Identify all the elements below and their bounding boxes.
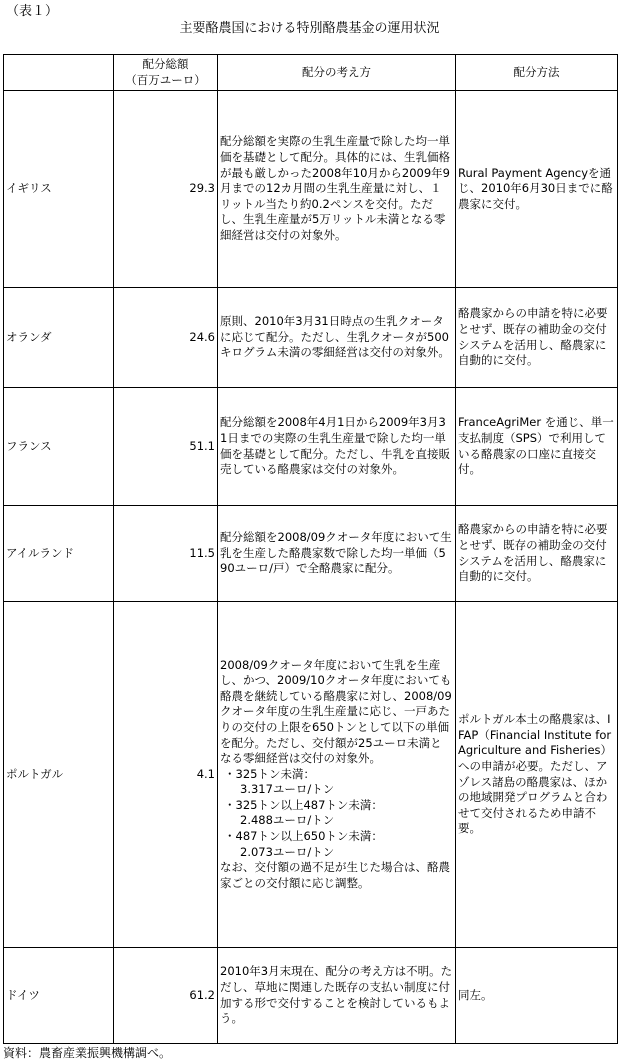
idea-cell: 原則、2010年3月31日時点の生乳クオータに応じて配分。ただし、生乳クオータが500キログラム未満の零細経営は交付の対象外。 bbox=[218, 288, 456, 388]
table-row-portugal bbox=[4, 602, 618, 948]
country-cell: ポルトガル bbox=[4, 602, 114, 948]
method-cell: 酪農家からの申請を特に必要とせず、既存の補助金の交付システムを活用し、酪農家に自動的に交付。 bbox=[456, 506, 618, 602]
country-cell: オランダ bbox=[4, 288, 114, 388]
idea-intro: 2008/09クオータ年度において生乳を生産し、かつ、2009/10クオータ年度においても酪農を継続している酪農家に対し、2008/09クオータ年度の生乳生産量に応じ、一戸あたりの交付の上限を650トンとして以下の単価を配分。ただし、交付額が25ユーロ未満となる零細経営は交付の対象外。 bbox=[220, 657, 452, 766]
amount-cell: 4.1 bbox=[114, 602, 218, 948]
method-cell: Rural Payment Agencyを通じ、2010年6月30日までに酪農家に交付。 bbox=[456, 91, 618, 288]
header-country bbox=[4, 55, 114, 91]
idea-cell: 配分総額を実際の生乳生産量で除した均一単価を基礎として配分。具体的には、生乳価格が最も厳しかった2008年10月から2009年9月までの12カ月間の生乳生産量に対し、１リットル当たり約0.2ペンスを交付。ただし、生乳生産量が5万リットル未満となる零細経営は交付の対象外。 bbox=[218, 91, 456, 288]
idea-cell: 配分総額を2008/09クオータ年度において生乳を生産した酪農家数で除した均一単価（590ユーロ/戸）で全酪農家に配分。 bbox=[218, 506, 456, 602]
table-row-netherlands bbox=[4, 288, 618, 388]
idea-cell: 2010年3月末現在、配分の考え方は不明。ただし、草地に関連した既存の支払い制度に付加する形で交付することを検討しているもよう。 bbox=[218, 948, 456, 1044]
tier-price: 2.488ユーロ/トン bbox=[240, 813, 335, 828]
table-number: （表１） bbox=[6, 4, 59, 19]
method-cell: ポルトガル本土の酪農家は、IFAP（Financial Institute for Agriculture and Fisheries）への申請が必要。ただし、アゾレス諸島の酪農家は、ほかの地域開発プログラムと合わせて交付されるため申請不要。 bbox=[456, 602, 618, 948]
allocation-table bbox=[3, 54, 618, 1044]
table-row-france bbox=[4, 388, 618, 506]
table-row-uk bbox=[4, 91, 618, 288]
method-cell: FranceAgriMer を通じ、単一支払制度（SPS）で利用している酪農家の口座に直接交付。 bbox=[456, 388, 618, 506]
tier-price: 3.317ユーロ/トン bbox=[240, 782, 335, 797]
amount-cell: 61.2 bbox=[114, 948, 218, 1044]
header-amount-line2: （百万ユーロ） bbox=[125, 72, 206, 87]
method-cell: 酪農家からの申請を特に必要とせず、既存の補助金の交付システムを活用し、酪農家に自動的に交付。 bbox=[456, 288, 618, 388]
table-row-germany bbox=[4, 948, 618, 1044]
idea-outro: なお、交付額の過不足が生じた場合は、酪農家ごとの交付額に応じ調整。 bbox=[220, 860, 450, 890]
header-amount-line1: 配分総額 bbox=[142, 56, 189, 71]
country-cell: ドイツ bbox=[4, 948, 114, 1044]
table-row-ireland bbox=[4, 506, 618, 602]
tier-range: ・325トン以上487トン未満： bbox=[224, 797, 383, 812]
country-cell: フランス bbox=[4, 388, 114, 506]
tier-price: 2.073ユーロ/トン bbox=[240, 844, 335, 859]
country-cell: アイルランド bbox=[4, 506, 114, 602]
amount-cell: 29.3 bbox=[114, 91, 218, 288]
amount-cell: 11.5 bbox=[114, 506, 218, 602]
amount-cell: 51.1 bbox=[114, 388, 218, 506]
idea-cell: 配分総額を2008年4月1日から2009年3月31日までの実際の生乳生産量で除した均一単価を基礎として配分。ただし、牛乳を直接販売している酪農家は交付の対象外。 bbox=[218, 388, 456, 506]
tier-range: ・325トン未満： bbox=[224, 766, 315, 781]
table-title: 主要酪農国における特別酪農基金の運用状況 bbox=[179, 21, 440, 36]
idea-cell bbox=[218, 602, 456, 948]
amount-cell: 24.6 bbox=[114, 288, 218, 388]
source-note: 資料：農畜産業振興機構調べ。 bbox=[3, 1046, 172, 1060]
header-amount bbox=[114, 55, 218, 91]
tier-range: ・487トン以上650トン未満： bbox=[224, 829, 383, 844]
table-header-row bbox=[4, 55, 618, 91]
header-idea: 配分の考え方 bbox=[218, 55, 456, 91]
method-cell: 同左。 bbox=[456, 948, 618, 1044]
header-method: 配分方法 bbox=[456, 55, 618, 91]
country-cell: イギリス bbox=[4, 91, 114, 288]
